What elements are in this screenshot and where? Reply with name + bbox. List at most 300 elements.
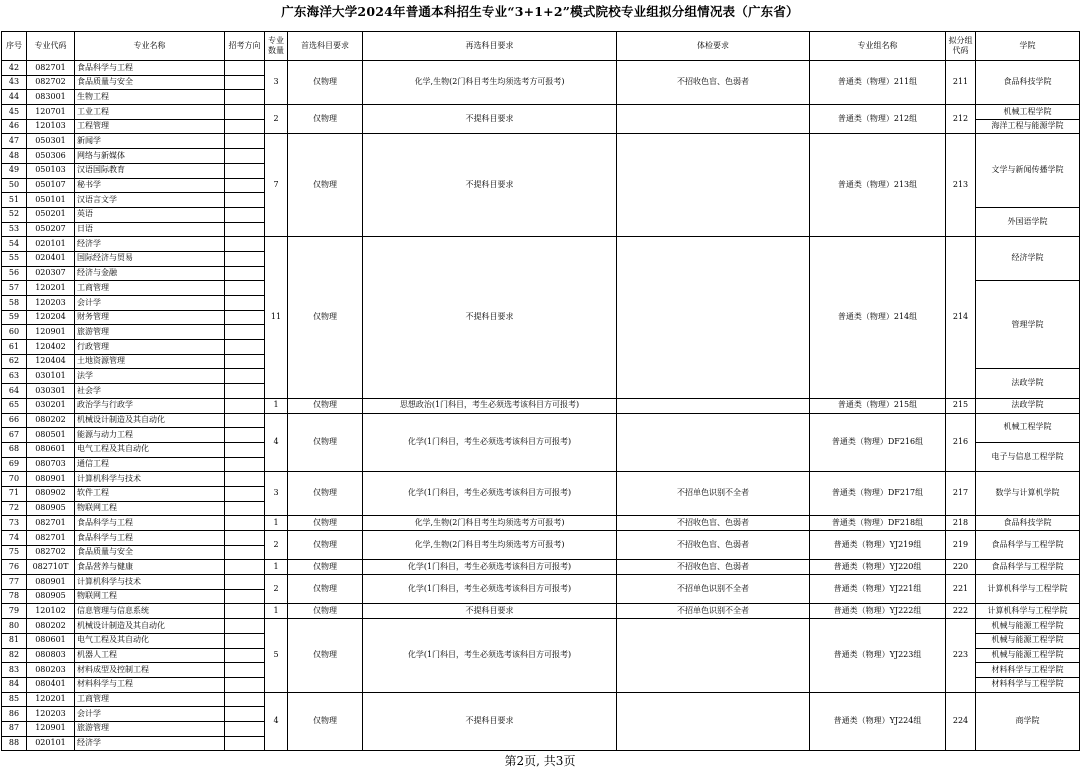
college-cell: 机械与能源工程学院 xyxy=(976,633,1080,648)
seq-cell: 65 xyxy=(2,398,27,413)
seq-cell: 49 xyxy=(2,163,27,178)
major-count-cell: 5 xyxy=(265,619,288,692)
header-physical: 体检要求 xyxy=(617,32,810,61)
major-name-cell: 材料成型及控制工程 xyxy=(75,663,225,678)
second-subject-cell: 化学,生物(2门科目考生均须选考方可报考) xyxy=(363,61,617,105)
group-code-cell: 222 xyxy=(946,604,976,619)
major-name-cell: 信息管理与信息系统 xyxy=(75,604,225,619)
first-subject-cell: 仅物理 xyxy=(288,237,363,399)
physical-requirement-cell xyxy=(617,134,810,237)
major-name-cell: 经济学 xyxy=(75,237,225,252)
major-code-cell: 020101 xyxy=(27,237,75,252)
group-name-cell: 普通类（物理）YJ219组 xyxy=(810,531,946,560)
major-name-cell: 经济与金融 xyxy=(75,266,225,281)
first-subject-cell: 仅物理 xyxy=(288,61,363,105)
major-code-cell: 120901 xyxy=(27,721,75,736)
group-code-cell: 215 xyxy=(946,398,976,413)
direction-cell xyxy=(225,575,265,590)
physical-requirement-cell: 不招收色盲、色弱者 xyxy=(617,516,810,531)
table-row xyxy=(2,619,1080,634)
college-cell: 食品科技学院 xyxy=(976,516,1080,531)
seq-cell: 78 xyxy=(2,589,27,604)
major-code-cell: 030201 xyxy=(27,398,75,413)
group-name-cell: 普通类（物理）YJ222组 xyxy=(810,604,946,619)
major-code-cell: 030101 xyxy=(27,369,75,384)
direction-cell xyxy=(225,149,265,164)
major-name-cell: 工程管理 xyxy=(75,119,225,134)
group-name-cell: 普通类（物理）213组 xyxy=(810,134,946,237)
direction-cell xyxy=(225,105,265,120)
major-name-cell: 食品质量与安全 xyxy=(75,545,225,560)
table-row xyxy=(2,692,1080,707)
seq-cell: 62 xyxy=(2,354,27,369)
direction-cell xyxy=(225,222,265,237)
major-code-cell: 050201 xyxy=(27,207,75,222)
table-row xyxy=(2,237,1080,252)
major-name-cell: 食品科学与工程 xyxy=(75,61,225,76)
first-subject-cell: 仅物理 xyxy=(288,413,363,472)
direction-cell xyxy=(225,369,265,384)
direction-cell xyxy=(225,531,265,546)
direction-cell xyxy=(225,721,265,736)
second-subject-cell: 不提科目要求 xyxy=(363,604,617,619)
major-code-cell: 080202 xyxy=(27,619,75,634)
seq-cell: 84 xyxy=(2,677,27,692)
direction-cell xyxy=(225,61,265,76)
college-cell: 文学与新闻传播学院 xyxy=(976,134,1080,207)
college-cell: 法政学院 xyxy=(976,398,1080,413)
header-group-name: 专业组名称 xyxy=(810,32,946,61)
group-code-cell: 211 xyxy=(946,61,976,105)
seq-cell: 43 xyxy=(2,75,27,90)
college-cell: 经济学院 xyxy=(976,237,1080,281)
major-name-cell: 政治学与行政学 xyxy=(75,398,225,413)
table-row xyxy=(2,413,1080,428)
major-code-cell: 082702 xyxy=(27,75,75,90)
major-name-cell: 食品科学与工程 xyxy=(75,531,225,546)
major-name-cell: 旅游管理 xyxy=(75,721,225,736)
seq-cell: 51 xyxy=(2,193,27,208)
college-cell: 食品科技学院 xyxy=(976,61,1080,105)
major-name-cell: 电气工程及其自动化 xyxy=(75,633,225,648)
table-header-row xyxy=(2,32,1080,61)
major-count-cell: 2 xyxy=(265,105,288,134)
second-subject-cell: 不提科目要求 xyxy=(363,134,617,237)
seq-cell: 82 xyxy=(2,648,27,663)
major-code-cell: 120102 xyxy=(27,604,75,619)
direction-cell xyxy=(225,75,265,90)
major-name-cell: 网络与新媒体 xyxy=(75,149,225,164)
group-code-cell: 214 xyxy=(946,237,976,399)
direction-cell xyxy=(225,340,265,355)
direction-cell xyxy=(225,486,265,501)
major-name-cell: 物联网工程 xyxy=(75,501,225,516)
major-code-cell: 082701 xyxy=(27,516,75,531)
major-code-cell: 080905 xyxy=(27,501,75,516)
major-name-cell: 国际经济与贸易 xyxy=(75,251,225,266)
seq-cell: 47 xyxy=(2,134,27,149)
direction-cell xyxy=(225,589,265,604)
group-name-cell: 普通类（物理）DF216组 xyxy=(810,413,946,472)
major-name-cell: 秘书学 xyxy=(75,178,225,193)
seq-cell: 46 xyxy=(2,119,27,134)
major-code-cell: 080803 xyxy=(27,648,75,663)
group-name-cell: 普通类（物理）215组 xyxy=(810,398,946,413)
second-subject-cell: 不提科目要求 xyxy=(363,237,617,399)
table-row xyxy=(2,134,1080,149)
direction-cell xyxy=(225,736,265,751)
major-code-cell: 120204 xyxy=(27,310,75,325)
direction-cell xyxy=(225,472,265,487)
document-title: 广东海洋大学2024年普通本科招生专业“3+1+2”模式院校专业组拟分组情况表（广东省） xyxy=(281,4,799,19)
major-code-cell: 082701 xyxy=(27,531,75,546)
major-code-cell: 080902 xyxy=(27,486,75,501)
table-row xyxy=(2,398,1080,413)
major-count-cell: 3 xyxy=(265,472,288,516)
second-subject-cell: 不提科目要求 xyxy=(363,692,617,751)
major-count-cell: 7 xyxy=(265,134,288,237)
group-code-cell: 220 xyxy=(946,560,976,575)
table-body xyxy=(2,61,1080,751)
major-count-cell: 2 xyxy=(265,531,288,560)
major-name-cell: 能源与动力工程 xyxy=(75,428,225,443)
major-name-cell: 新闻学 xyxy=(75,134,225,149)
college-cell: 法政学院 xyxy=(976,369,1080,398)
group-code-cell: 219 xyxy=(946,531,976,560)
second-subject-cell: 化学(1门科目，考生必须选考该科目方可报考) xyxy=(363,619,617,692)
major-code-cell: 020307 xyxy=(27,266,75,281)
group-code-cell: 217 xyxy=(946,472,976,516)
direction-cell xyxy=(225,193,265,208)
seq-cell: 72 xyxy=(2,501,27,516)
major-name-cell: 会计学 xyxy=(75,296,225,311)
table-row xyxy=(2,575,1080,590)
physical-requirement-cell: 不招单色识别不全者 xyxy=(617,472,810,516)
first-subject-cell: 仅物理 xyxy=(288,134,363,237)
header-direction: 招考方向 xyxy=(225,32,265,61)
major-name-cell: 财务管理 xyxy=(75,310,225,325)
major-code-cell: 080601 xyxy=(27,442,75,457)
major-name-cell: 电气工程及其自动化 xyxy=(75,442,225,457)
direction-cell xyxy=(225,325,265,340)
major-name-cell: 物联网工程 xyxy=(75,589,225,604)
college-cell: 管理学院 xyxy=(976,281,1080,369)
major-code-cell: 030301 xyxy=(27,384,75,399)
seq-cell: 63 xyxy=(2,369,27,384)
direction-cell xyxy=(225,442,265,457)
seq-cell: 79 xyxy=(2,604,27,619)
major-code-cell: 050301 xyxy=(27,134,75,149)
major-code-cell: 083001 xyxy=(27,90,75,105)
group-code-cell: 216 xyxy=(946,413,976,472)
direction-cell xyxy=(225,207,265,222)
major-name-cell: 汉语国际教育 xyxy=(75,163,225,178)
seq-cell: 57 xyxy=(2,281,27,296)
major-code-cell: 050107 xyxy=(27,178,75,193)
direction-cell xyxy=(225,648,265,663)
college-cell: 外国语学院 xyxy=(976,207,1080,236)
table-row xyxy=(2,472,1080,487)
direction-cell xyxy=(225,134,265,149)
group-code-cell: 213 xyxy=(946,134,976,237)
major-code-cell: 120901 xyxy=(27,325,75,340)
header-college: 学院 xyxy=(976,32,1080,61)
first-subject-cell: 仅物理 xyxy=(288,604,363,619)
direction-cell xyxy=(225,281,265,296)
major-name-cell: 工商管理 xyxy=(75,692,225,707)
major-code-cell: 080901 xyxy=(27,575,75,590)
seq-cell: 59 xyxy=(2,310,27,325)
major-count-cell: 1 xyxy=(265,604,288,619)
seq-cell: 44 xyxy=(2,90,27,105)
second-subject-cell: 化学,生物(2门科目考生均须选考方可报考) xyxy=(363,516,617,531)
college-cell: 食品科学与工程学院 xyxy=(976,560,1080,575)
major-code-cell: 120201 xyxy=(27,281,75,296)
group-name-cell: 普通类（物理）YJ224组 xyxy=(810,692,946,751)
seq-cell: 60 xyxy=(2,325,27,340)
group-name-cell: 普通类（物理）211组 xyxy=(810,61,946,105)
major-code-cell: 080501 xyxy=(27,428,75,443)
seq-cell: 68 xyxy=(2,442,27,457)
group-name-cell: 普通类（物理）YJ220组 xyxy=(810,560,946,575)
college-cell: 数学与计算机学院 xyxy=(976,472,1080,516)
major-name-cell: 英语 xyxy=(75,207,225,222)
second-subject-cell: 化学(1门科目，考生必须选考该科目方可报考) xyxy=(363,413,617,472)
group-name-cell: 普通类（物理）YJ221组 xyxy=(810,575,946,604)
direction-cell xyxy=(225,545,265,560)
seq-cell: 71 xyxy=(2,486,27,501)
direction-cell xyxy=(225,677,265,692)
major-name-cell: 材料科学与工程 xyxy=(75,677,225,692)
direction-cell xyxy=(225,633,265,648)
seq-cell: 42 xyxy=(2,61,27,76)
direction-cell xyxy=(225,237,265,252)
seq-cell: 80 xyxy=(2,619,27,634)
direction-cell xyxy=(225,413,265,428)
direction-cell xyxy=(225,310,265,325)
major-name-cell: 土地资源管理 xyxy=(75,354,225,369)
first-subject-cell: 仅物理 xyxy=(288,619,363,692)
major-name-cell: 生物工程 xyxy=(75,90,225,105)
physical-requirement-cell xyxy=(617,413,810,472)
major-code-cell: 080203 xyxy=(27,663,75,678)
major-count-cell: 4 xyxy=(265,692,288,751)
major-code-cell: 050103 xyxy=(27,163,75,178)
major-name-cell: 日语 xyxy=(75,222,225,237)
physical-requirement-cell: 不招收色盲、色弱者 xyxy=(617,560,810,575)
group-code-cell: 212 xyxy=(946,105,976,134)
second-subject-cell: 思想政治(1门科目，考生必须选考该科目方可报考) xyxy=(363,398,617,413)
major-count-cell: 3 xyxy=(265,61,288,105)
direction-cell xyxy=(225,119,265,134)
seq-cell: 61 xyxy=(2,340,27,355)
direction-cell xyxy=(225,178,265,193)
second-subject-cell: 化学(1门科目，考生必须选考该科目方可报考) xyxy=(363,472,617,516)
major-code-cell: 080601 xyxy=(27,633,75,648)
direction-cell xyxy=(225,384,265,399)
header-count: 专业数量 xyxy=(265,32,288,61)
major-name-cell: 食品质量与安全 xyxy=(75,75,225,90)
group-name-cell: 普通类（物理）DF217组 xyxy=(810,472,946,516)
seq-cell: 81 xyxy=(2,633,27,648)
group-name-cell: 普通类（物理）YJ223组 xyxy=(810,619,946,692)
college-cell: 机械工程学院 xyxy=(976,105,1080,120)
direction-cell xyxy=(225,251,265,266)
table-row xyxy=(2,105,1080,120)
major-count-cell: 11 xyxy=(265,237,288,399)
direction-cell xyxy=(225,457,265,472)
major-name-cell: 汉语言文学 xyxy=(75,193,225,208)
first-subject-cell: 仅物理 xyxy=(288,472,363,516)
major-code-cell: 120103 xyxy=(27,119,75,134)
group-code-cell: 221 xyxy=(946,575,976,604)
table-row xyxy=(2,61,1080,76)
direction-cell xyxy=(225,619,265,634)
major-code-cell: 050306 xyxy=(27,149,75,164)
table-row xyxy=(2,531,1080,546)
seq-cell: 69 xyxy=(2,457,27,472)
physical-requirement-cell xyxy=(617,105,810,134)
first-subject-cell: 仅物理 xyxy=(288,531,363,560)
second-subject-cell: 化学(1门科目，考生必须选考该科目方可报考) xyxy=(363,560,617,575)
physical-requirement-cell xyxy=(617,398,810,413)
seq-cell: 66 xyxy=(2,413,27,428)
direction-cell xyxy=(225,692,265,707)
major-code-cell: 082701 xyxy=(27,61,75,76)
college-cell: 计算机科学与工程学院 xyxy=(976,575,1080,604)
college-cell: 电子与信息工程学院 xyxy=(976,442,1080,471)
major-code-cell: 020401 xyxy=(27,251,75,266)
major-name-cell: 机械设计制造及其自动化 xyxy=(75,413,225,428)
direction-cell xyxy=(225,560,265,575)
major-code-cell: 082702 xyxy=(27,545,75,560)
major-group-table xyxy=(1,31,1080,751)
major-name-cell: 机械设计制造及其自动化 xyxy=(75,619,225,634)
page-footer: 第2页, 共3页 xyxy=(504,754,576,768)
college-cell: 机械与能源工程学院 xyxy=(976,619,1080,634)
header-first-subject: 首选科目要求 xyxy=(288,32,363,61)
major-code-cell: 080202 xyxy=(27,413,75,428)
seq-cell: 45 xyxy=(2,105,27,120)
college-cell: 商学院 xyxy=(976,692,1080,751)
major-count-cell: 1 xyxy=(265,560,288,575)
major-count-cell: 1 xyxy=(265,398,288,413)
seq-cell: 64 xyxy=(2,384,27,399)
seq-cell: 83 xyxy=(2,663,27,678)
physical-requirement-cell: 不招单色识别不全者 xyxy=(617,604,810,619)
major-name-cell: 工业工程 xyxy=(75,105,225,120)
seq-cell: 73 xyxy=(2,516,27,531)
first-subject-cell: 仅物理 xyxy=(288,516,363,531)
major-name-cell: 计算机科学与技术 xyxy=(75,472,225,487)
seq-cell: 52 xyxy=(2,207,27,222)
first-subject-cell: 仅物理 xyxy=(288,692,363,751)
major-count-cell: 2 xyxy=(265,575,288,604)
college-cell: 海洋工程与能源学院 xyxy=(976,119,1080,134)
physical-requirement-cell xyxy=(617,619,810,692)
seq-cell: 54 xyxy=(2,237,27,252)
seq-cell: 56 xyxy=(2,266,27,281)
group-code-cell: 218 xyxy=(946,516,976,531)
major-code-cell: 120203 xyxy=(27,296,75,311)
major-code-cell: 050207 xyxy=(27,222,75,237)
header-name: 专业名称 xyxy=(75,32,225,61)
second-subject-cell: 不提科目要求 xyxy=(363,105,617,134)
major-name-cell: 旅游管理 xyxy=(75,325,225,340)
group-name-cell: 普通类（物理）DF218组 xyxy=(810,516,946,531)
seq-cell: 87 xyxy=(2,721,27,736)
header-seq: 序号 xyxy=(2,32,27,61)
physical-requirement-cell: 不招单色识别不全者 xyxy=(617,575,810,604)
group-code-cell: 223 xyxy=(946,619,976,692)
seq-cell: 75 xyxy=(2,545,27,560)
major-name-cell: 机器人工程 xyxy=(75,648,225,663)
major-code-cell: 080703 xyxy=(27,457,75,472)
direction-cell xyxy=(225,163,265,178)
direction-cell xyxy=(225,398,265,413)
major-code-cell: 080401 xyxy=(27,677,75,692)
major-name-cell: 计算机科学与技术 xyxy=(75,575,225,590)
direction-cell xyxy=(225,90,265,105)
major-code-cell: 120203 xyxy=(27,707,75,722)
first-subject-cell: 仅物理 xyxy=(288,398,363,413)
major-count-cell: 4 xyxy=(265,413,288,472)
direction-cell xyxy=(225,501,265,516)
college-cell: 材料科学与工程学院 xyxy=(976,663,1080,678)
seq-cell: 70 xyxy=(2,472,27,487)
first-subject-cell: 仅物理 xyxy=(288,105,363,134)
seq-cell: 50 xyxy=(2,178,27,193)
direction-cell xyxy=(225,604,265,619)
physical-requirement-cell xyxy=(617,237,810,399)
header-second-subject: 再选科目要求 xyxy=(363,32,617,61)
major-name-cell: 社会学 xyxy=(75,384,225,399)
major-code-cell: 120701 xyxy=(27,105,75,120)
seq-cell: 58 xyxy=(2,296,27,311)
major-name-cell: 食品营养与健康 xyxy=(75,560,225,575)
direction-cell xyxy=(225,707,265,722)
header-code: 专业代码 xyxy=(27,32,75,61)
major-name-cell: 行政管理 xyxy=(75,340,225,355)
major-name-cell: 通信工程 xyxy=(75,457,225,472)
college-cell: 材料科学与工程学院 xyxy=(976,677,1080,692)
seq-cell: 85 xyxy=(2,692,27,707)
table-row xyxy=(2,560,1080,575)
major-code-cell: 120402 xyxy=(27,340,75,355)
seq-cell: 76 xyxy=(2,560,27,575)
major-name-cell: 法学 xyxy=(75,369,225,384)
direction-cell xyxy=(225,266,265,281)
major-code-cell: 082710T xyxy=(27,560,75,575)
physical-requirement-cell: 不招收色盲、色弱者 xyxy=(617,531,810,560)
physical-requirement-cell: 不招收色盲、色弱者 xyxy=(617,61,810,105)
college-cell: 食品科学与工程学院 xyxy=(976,531,1080,560)
seq-cell: 86 xyxy=(2,707,27,722)
major-code-cell: 080905 xyxy=(27,589,75,604)
major-code-cell: 080901 xyxy=(27,472,75,487)
direction-cell xyxy=(225,354,265,369)
major-code-cell: 050101 xyxy=(27,193,75,208)
table-row xyxy=(2,604,1080,619)
seq-cell: 77 xyxy=(2,575,27,590)
direction-cell xyxy=(225,296,265,311)
seq-cell: 48 xyxy=(2,149,27,164)
table-row xyxy=(2,516,1080,531)
direction-cell xyxy=(225,516,265,531)
seq-cell: 74 xyxy=(2,531,27,546)
major-name-cell: 经济学 xyxy=(75,736,225,751)
direction-cell xyxy=(225,663,265,678)
